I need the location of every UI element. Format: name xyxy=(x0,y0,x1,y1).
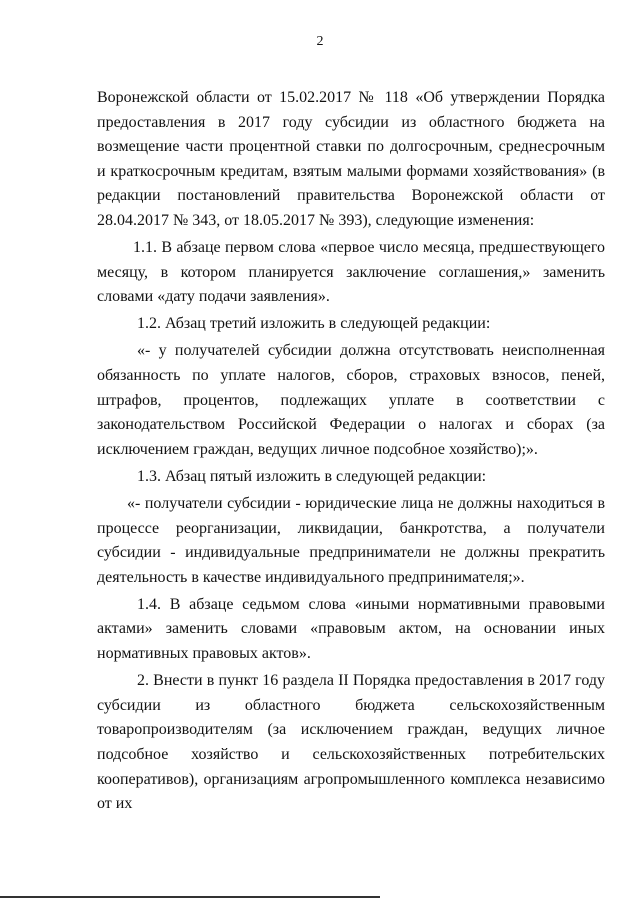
paragraph-item-2: 2. Внести в пункт 16 раздела II Порядка предоставления в 2017 году субсидии из областного бюджета сельскохозяйственным товаропроизводителям (за исключением граждан, ведущих личное подсобное хозяйство и сельскохозяйственных потребительских кооперативов), организациям агропромышленного комплекса независимо от их xyxy=(97,672,605,813)
paragraph-item-1-2: 1.2. Абзац третий изложить в следующей редакции: xyxy=(137,315,491,333)
paragraph-quote-1-3: «- получатели субсидии - юридические лица не должны находиться в процессе реорганизации, ликвидации, банкротства, а получатели субсидии - индивидуальные предприниматели не должны прекратить деятельность в качестве индивидуального предпринимателя;». xyxy=(97,495,605,586)
paragraph-intro: Воронежской области от 15.02.2017 № 118 «Об утверждении Порядка предоставления в 2017 году субсидии из областного бюджета на возмещение части процентной ставки по долгосрочным, среднесрочным и краткосрочным кредитам, взятым малыми формами хозяйствования» (в редакции постановлений правительства Воронежской области от 28.04.2017 № 343, от 18.05.2017 № 393), следующие изменения: xyxy=(97,89,605,229)
document-body xyxy=(97,86,605,819)
paragraph-item-1-3: 1.3. Абзац пятый изложить в следующей редакции: xyxy=(137,467,487,485)
paragraph-item-1-4: 1.4. В абзаце седьмом слова «иными нормативными правовыми актами» заменить словами «правовым актом, на основании иных нормативных правовых актов». xyxy=(97,595,605,663)
paragraph-item-1-1: 1.1. В абзаце первом слова «первое число месяца, предшествующего месяцу, в котором планируется заключение соглашения,» заменить словами «дату подачи заявления». xyxy=(97,239,605,306)
page-number: 2 xyxy=(316,34,324,49)
bottom-rule xyxy=(0,896,380,898)
paragraph-quote-1-2: «- у получателей субсидии должна отсутствовать неисполненная обязанность по уплате налогов, сборов, страховых взносов, пеней, штрафов, процентов, подлежащих уплате в соответствии с законодательством Российской Федерации о налогах и сборах (за исключением граждан, ведущих личное подсобное хозяйство);». xyxy=(97,342,605,458)
